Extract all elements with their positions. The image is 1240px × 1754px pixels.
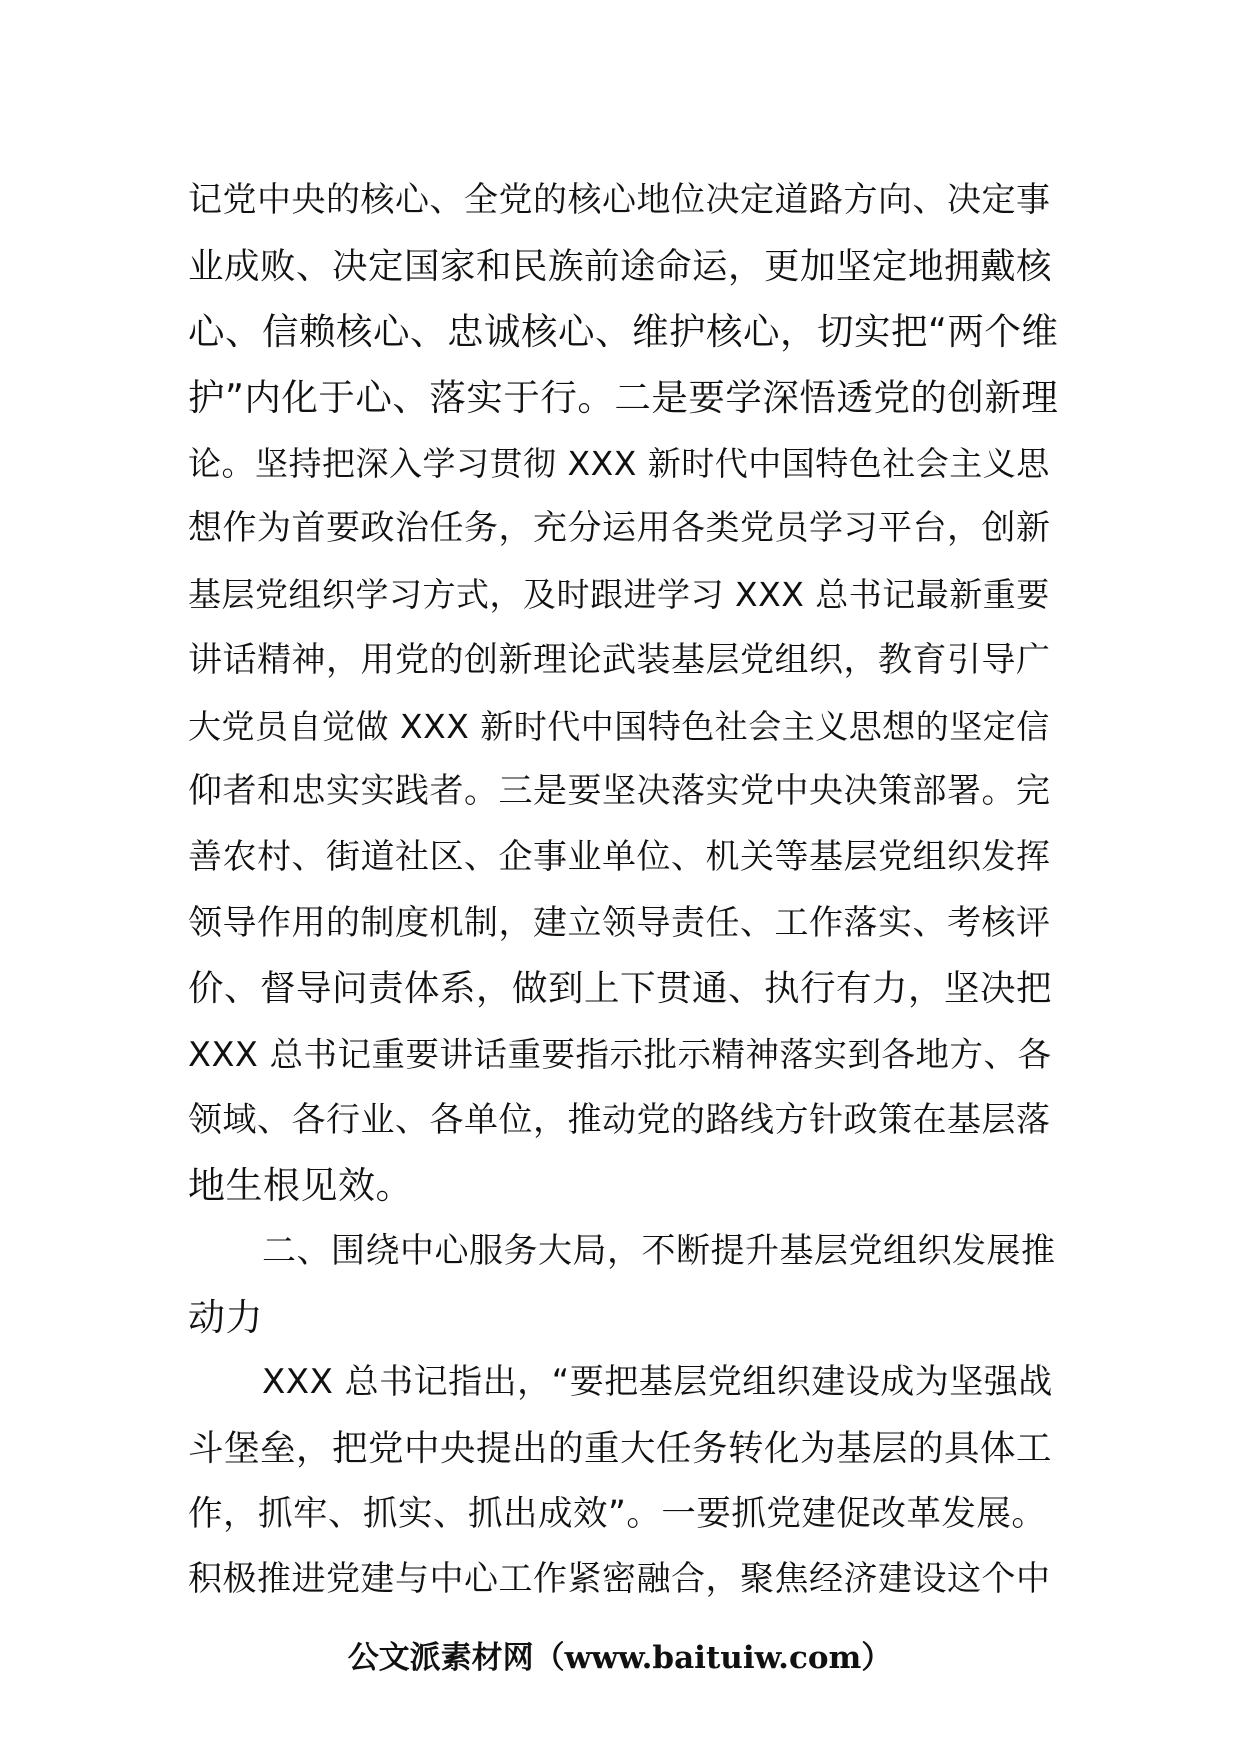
text-line: 积极推进党建与中心工作紧密融合，聚焦经济建设这个中 [188,1559,1051,1600]
text-line: 心、信赖核心、忠诚核心、维护核心，切实把“两个维 [188,310,1059,354]
text-line: 护”内化于心、落实于行。二是要学深悟透党的创新理 [188,376,1059,420]
text-line: 价、督导问责体系，做到上下贯通、执行有力，坚决把 [188,968,1053,1010]
text-line: XXX 总书记重要讲话重要指示批示精神落实到各地方、各 [188,1034,1052,1074]
text-line: 仰者和忠实实践者。三是要坚决落实党中央决策部署。完 [188,771,1051,812]
text-line: XXX 总书记指出，“要把基层党组织建设成为坚强战 [262,1362,1053,1403]
text-line: 斗堡垒，把党中央提出的重大任务转化为基层的具体工 [188,1428,1053,1470]
text-line: 记党中央的核心、全党的核心地位决定道路方向、决定事 [188,180,1051,220]
section-heading-line: 二、围绕中心服务大局，不断提升基层党组织发展推 [262,1231,1056,1271]
text-line: 领域、各行业、各单位，推动党的路线方针政策在基层落 [188,1099,1051,1140]
text-line: 业成败、决定国家和民族前途命运，更加坚定地拥戴核 [188,245,1053,287]
document-body [188,168,1058,1613]
text-line: 善农村、街道社区、企事业单位、机关等基层党组织发挥 [188,836,1051,877]
text-line: 大党员自觉做 XXX 新时代中国特色社会主义思想的坚定信 [188,706,1050,746]
text-line: 基层党组织学习方式，及时跟进学习 XXX 总书记最新重要 [188,575,1050,615]
text-line: 地生根见效。 [188,1164,413,1208]
footer-watermark: 公文派素材网（www.baituiw.com） [347,1640,893,1676]
text-line: 想作为首要政治任务，充分运用各类党员学习平台，创新 [188,508,1051,549]
text-line: 论。坚持把深入学习贯彻 XXX 新时代中国特色社会主义思 [188,443,1050,483]
text-line: 作，抓牢、抓实、抓出成效”。一要抓党建促改革发展。 [188,1493,1047,1534]
text-line: 领导作用的制度机制，建立领导责任、工作落实、考核评 [188,902,1051,943]
section-heading-line: 动力 [188,1295,263,1339]
text-line: 讲话精神，用党的创新理论武装基层党组织，教育引导广 [188,639,1051,680]
